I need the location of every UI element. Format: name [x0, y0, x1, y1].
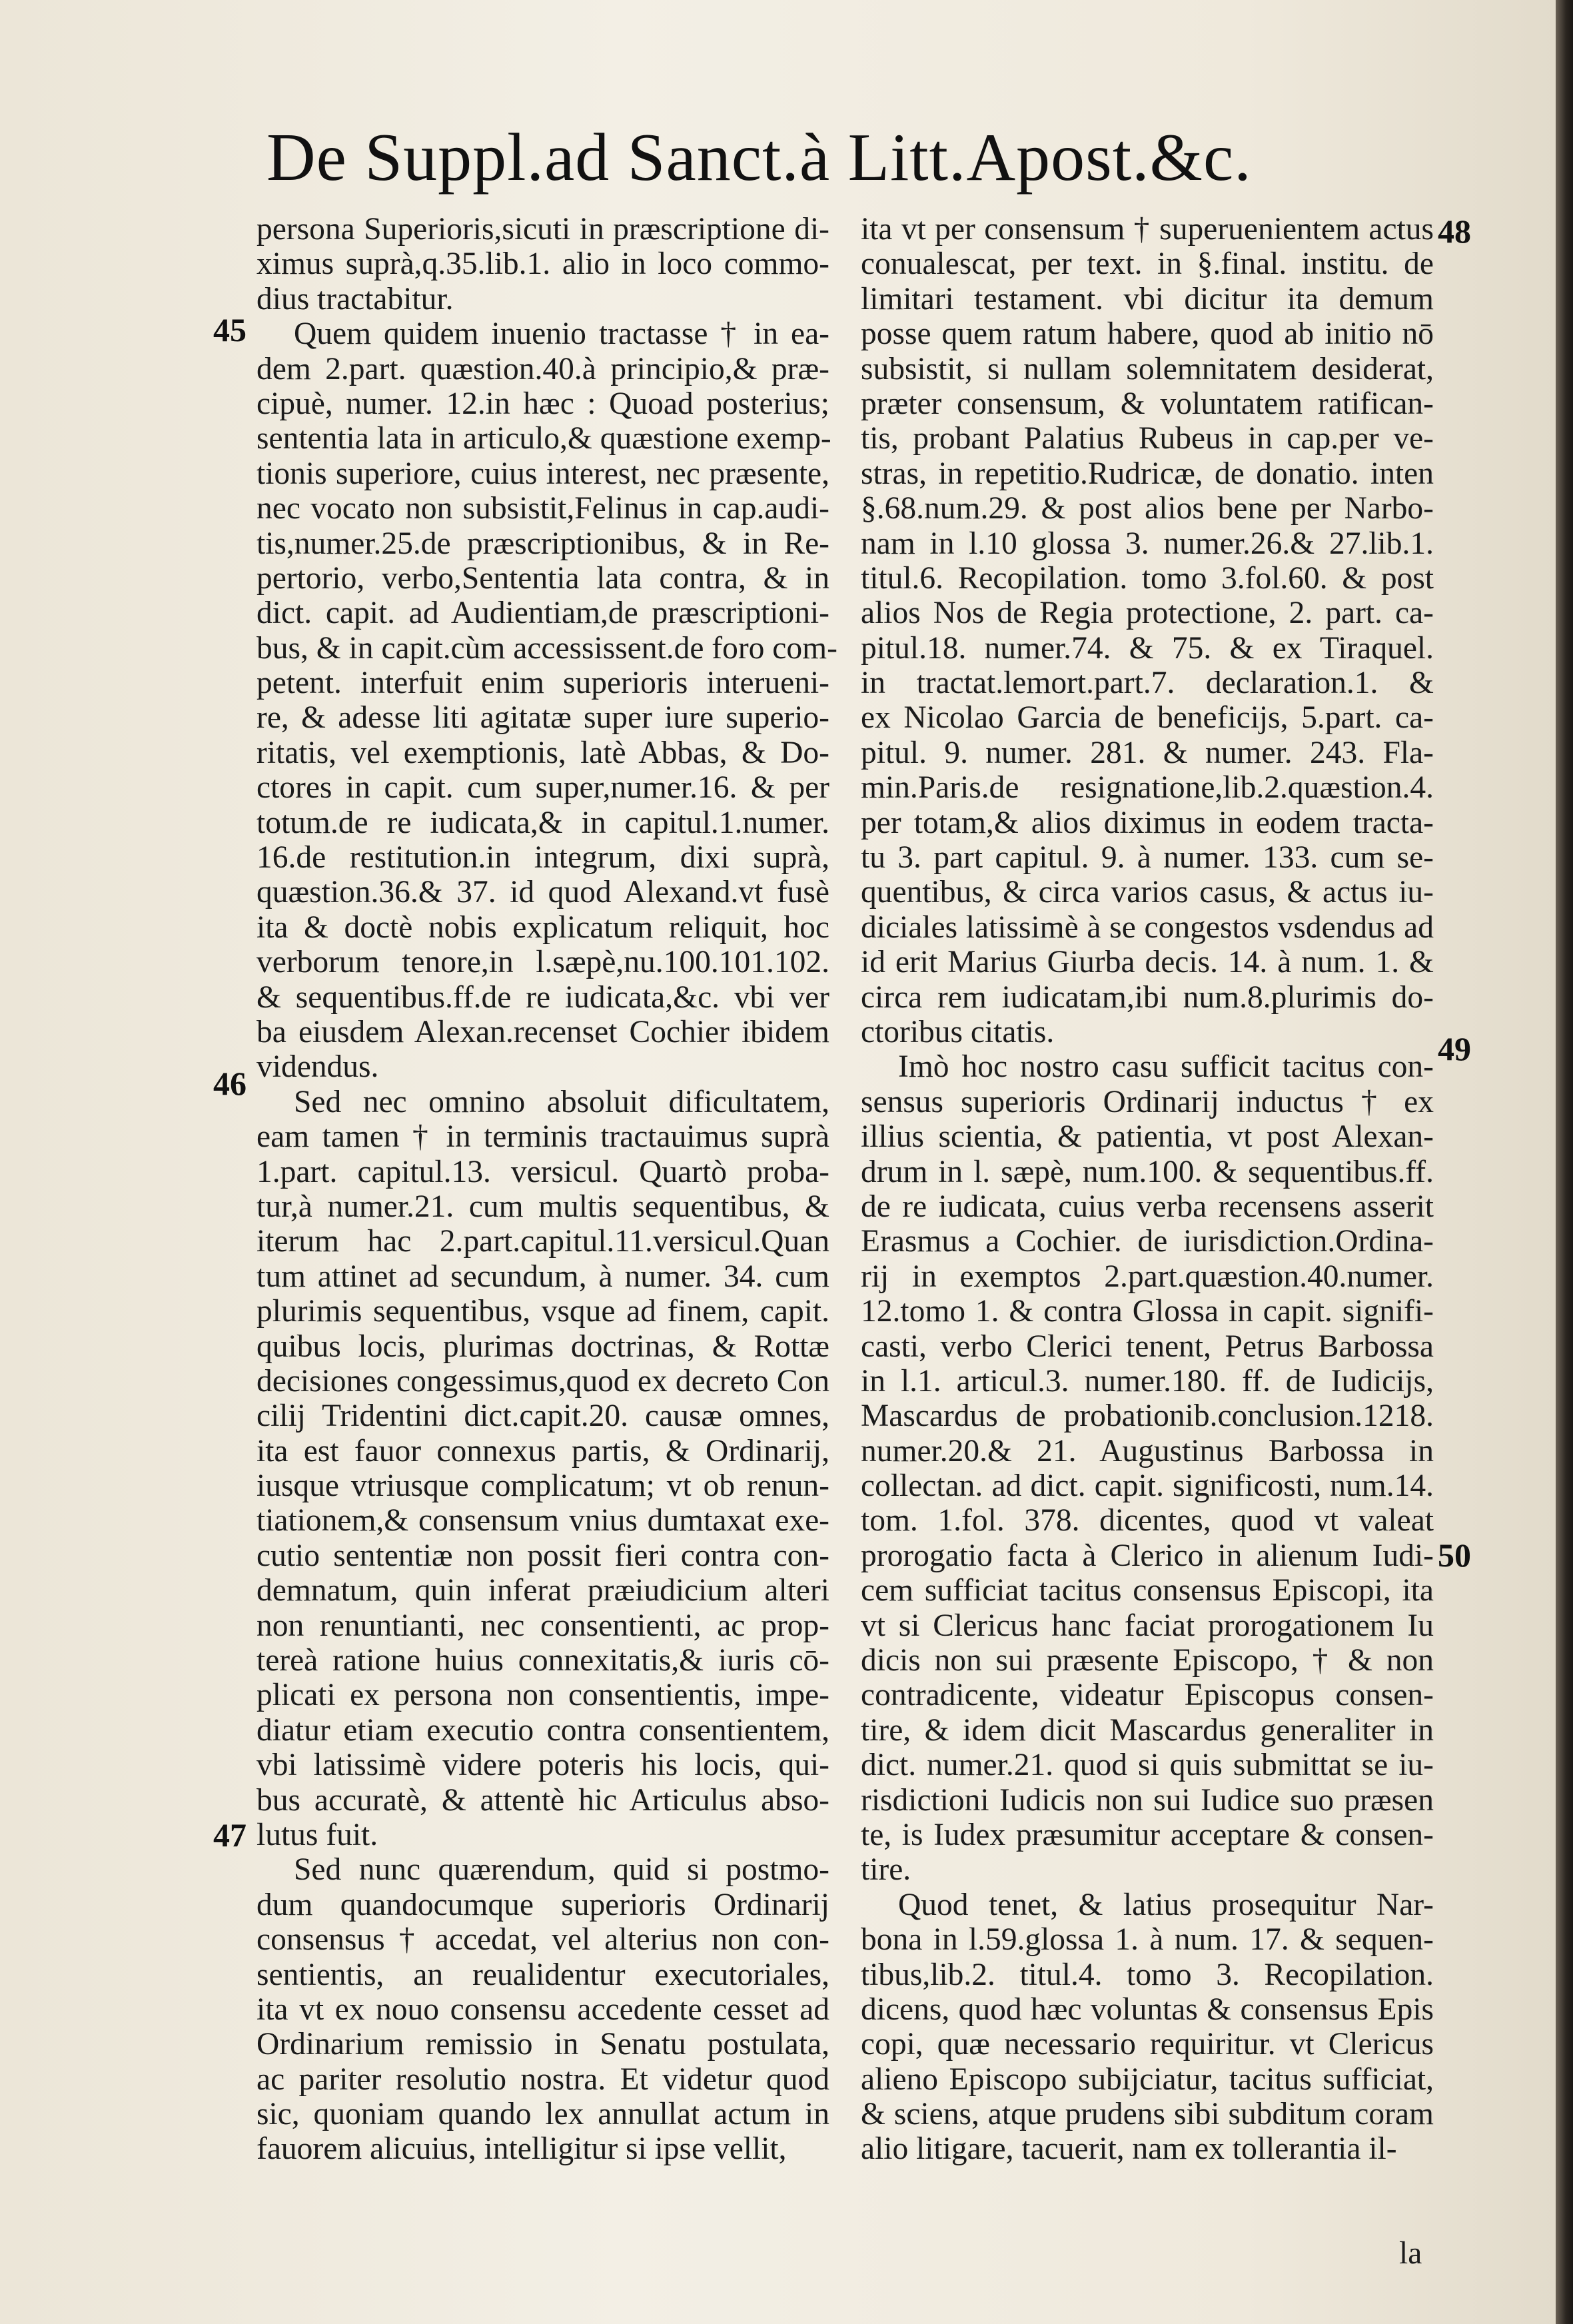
text-line: Sed nunc quærendum, quid si postmo- [294, 1852, 829, 1888]
text-line: tis, probant Palatius Rubeus in cap.per ve- [861, 421, 1434, 456]
text-line: 12.tomo 1. & contra Glossa in capit. signifi- [861, 1294, 1434, 1329]
text-line: sensus superioris Ordinarij inductus † ex [861, 1084, 1434, 1119]
text-line: ritatis, vel exemptionis, latè Abbas, & Do- [257, 735, 829, 770]
running-head: De Suppl.ad Sanct.à Litt.Apost.&c. [266, 120, 1252, 195]
text-line: & sciens, atque prudens sibi subditum coram [861, 2097, 1434, 2132]
text-line: petent. interfuit enim superioris interueni- [257, 666, 829, 701]
text-line: tire. [861, 1852, 911, 1888]
marginal-number-46: 46 [213, 1065, 247, 1102]
text-line: in l.1. articul.3. numer.180. ff. de Iudicijs, [861, 1363, 1434, 1399]
text-line: quæstion.36.& 37. id quod Alexand.vt fusè [257, 875, 829, 910]
text-line: præter consensum, & voluntatem ratifican- [861, 386, 1434, 421]
marginal-number-49: 49 [1438, 1030, 1471, 1067]
text-line: alios Nos de Regia protectione, 2. part. ca- [861, 596, 1434, 631]
text-line: per totam,& alios diximus in eodem tracta- [861, 805, 1434, 840]
text-line: copi, quæ necessario requiritur. vt Clericus [861, 2027, 1434, 2062]
marginal-number-48: 48 [1438, 213, 1471, 250]
text-line: dum quandocumque superioris Ordinarij [257, 1887, 829, 1922]
text-line: 16.de restitution.in integrum, dixi suprà, [257, 840, 829, 875]
text-line: ctores in capit. cum super,numer.16. & per [257, 770, 829, 806]
text-line: bus, & in capit.cùm accessissent.de foro com- [257, 630, 837, 666]
text-line: alio litigare, tacuerit, nam ex tollerantia il- [861, 2131, 1397, 2167]
text-line: vbi latissimè videre poteris his locis, qui- [257, 1748, 829, 1783]
text-line: iterum hac 2.part.capitul.11.versicul.Quan [257, 1224, 829, 1259]
text-line: collectan. ad dict. capit. significosti, num.14. [861, 1468, 1434, 1504]
text-line: posse quem ratum habere, quod ab initio nō [861, 316, 1434, 352]
text-line: casti, verbo Clerici tenent, Petrus Barbossa [861, 1329, 1434, 1364]
text-line: pitul.18. numer.74. & 75. & ex Tiraquel. [861, 630, 1434, 666]
text-line: pitul. 9. numer. 281. & numer. 243. Fla- [861, 735, 1434, 770]
text-line: Mascardus de probationib.conclusion.1218. [861, 1399, 1434, 1434]
text-line: diatur etiam executio contra consentientem, [257, 1712, 829, 1748]
text-line: ita est fauor connexus partis, & Ordinarij, [257, 1433, 829, 1468]
catchword: la [1399, 2236, 1422, 2271]
text-line: risdictioni Iudicis non sui Iudice suo præsen [861, 1782, 1434, 1818]
text-line: dicis non sui præsente Episcopo, † & non [861, 1643, 1434, 1678]
text-line: id erit Marius Giurba decis. 14. à num. 1. & [861, 945, 1434, 980]
right-column [861, 212, 1434, 2167]
text-line: te, is Iudex præsumitur acceptare & consen- [861, 1817, 1434, 1852]
text-line: re, & adesse liti agitatæ super iure superio- [257, 700, 829, 736]
text-line: dius tractabitur. [257, 281, 454, 316]
text-line: Ordinarium remissio in Senatu postulata, [257, 2027, 829, 2062]
text-line: & sequentibus.ff.de re iudicata,&c. vbi ver [257, 979, 829, 1015]
text-line: tom. 1.fol. 378. dicentes, quod vt valeat [861, 1503, 1434, 1538]
marginal-number-47: 47 [213, 1816, 247, 1854]
text-line: ximus suprà,q.35.lib.1. alio in loco commo- [257, 247, 829, 282]
text-line: subsistit, si nullam solemnitatem desiderat, [861, 351, 1434, 386]
text-line: tereà ratione huius connexitatis,& iuris cō- [257, 1643, 829, 1678]
text-line: Quem quidem inuenio tractasse † in ea- [294, 316, 829, 352]
text-line: eam tamen † in terminis tractauimus suprà [257, 1119, 829, 1155]
text-line: sententia lata in articulo,& quæstione exemp- [257, 421, 831, 456]
text-line: quentibus, & circa varios casus, & actus iu- [861, 875, 1434, 910]
text-line: totum.de re iudicata,& in capitul.1.numer. [257, 805, 829, 840]
text-line: cipuè, numer. 12.in hæc : Quoad posterius; [257, 386, 829, 421]
text-line: 1.part. capitul.13. versicul. Quartò proba- [257, 1154, 829, 1189]
text-line: alieno Episcopo subijciatur, tacitus sufficiat, [861, 2061, 1434, 2097]
text-line: numer.20.& 21. Augustinus Barbossa in [861, 1433, 1434, 1468]
text-line: ex Nicolao Garcia de beneficijs, 5.part. ca- [861, 700, 1434, 736]
text-line: bus accuratè, & attentè hic Articulus abso- [257, 1782, 829, 1818]
text-line: ita vt ex nouo consensu accedente cesset ad [257, 1992, 829, 2027]
text-line: verborum tenore,in l.sæpè,nu.100.101.102. [257, 945, 829, 980]
text-line: tiationem,& consensum vnius dumtaxat exe- [257, 1503, 829, 1538]
text-line: cem sufficiat tacitus consensus Episcopi, ita [861, 1573, 1434, 1608]
text-line: nec vocato non subsistit,Felinus in cap.audi- [257, 491, 829, 526]
text-line: vt si Clericus hanc faciat prorogationem Iu [861, 1608, 1434, 1643]
text-line: titul.6. Recopilation. tomo 3.fol.60. & post [861, 560, 1434, 596]
text-line: nam in l.10 glossa 3. numer.26.& 27.lib.1. [861, 526, 1434, 561]
text-line: ita vt per consensum † superuenientem actus [861, 212, 1434, 247]
text-line: sic, quoniam quando lex annullat actum in [257, 2097, 829, 2132]
text-line: Sed nec omnino absoluit dificultatem, [294, 1084, 829, 1119]
text-line: tu 3. part capitul. 9. à numer. 133. cum se- [861, 840, 1434, 875]
text-line: plicati ex persona non consentientis, impe- [257, 1678, 829, 1713]
text-line: de re iudicata, cuius verba recensens asserit [861, 1189, 1434, 1224]
text-line: lutus fuit. [257, 1817, 378, 1852]
text-line: dem 2.part. quæstion.40.à principio,& præ- [257, 351, 829, 386]
text-line: videndus. [257, 1049, 379, 1085]
text-line: tire, & idem dicit Mascardus generaliter in [861, 1712, 1434, 1748]
text-line: cilij Tridentini dict.capit.20. causæ omnes, [257, 1399, 829, 1434]
text-line: sentientis, an reualidentur executoriales, [257, 1957, 829, 1992]
text-line: diciales latissimè à se congestos vsdendus ad [861, 909, 1434, 945]
text-line: bona in l.59.glossa 1. à num. 17. & sequen- [861, 1922, 1434, 1958]
text-line: consensus † accedat, vel alterius non con- [257, 1922, 829, 1958]
text-line: conualescat, per text. in §.final. institu. de [861, 247, 1434, 282]
text-line: quibus locis, plurimas doctrinas, & Rottæ [257, 1329, 829, 1364]
marginal-number-50: 50 [1438, 1536, 1471, 1574]
text-line: limitari testament. vbi dicitur ita demum [861, 281, 1434, 316]
text-line: fauorem alicuius, intelligitur si ipse vellit, [257, 2131, 787, 2167]
text-line: decisiones congessimus,quod ex decreto Con [257, 1363, 829, 1399]
text-line: prorogatio facta à Clerico in alienum Iudi- [861, 1538, 1434, 1573]
text-line: persona Superioris,sicuti in præscriptione di- [257, 212, 829, 247]
text-line: ita & doctè nobis explicatum reliquit, hoc [257, 909, 829, 945]
text-line: demnatum, quin inferat præiudicium alteri [257, 1573, 829, 1608]
text-line: tis,numer.25.de præscriptionibus, & in Re- [257, 526, 829, 561]
left-column [257, 212, 837, 2167]
text-line: Quod tenet, & latius prosequitur Nar- [898, 1887, 1434, 1922]
text-line: §.68.num.29. & post alios bene per Narbo- [861, 491, 1434, 526]
text-line: ctoribus citatis. [861, 1014, 1055, 1049]
text-line: tum attinet ad secundum, à numer. 34. cum [257, 1259, 829, 1294]
text-line: plurimis sequentibus, vsque ad finem, capit. [257, 1294, 829, 1329]
text-line: drum in l. sæpè, num.100. & sequentibus.ff. [861, 1154, 1434, 1189]
text-line: Imò hoc nostro casu sufficit tacitus con- [898, 1049, 1434, 1085]
text-line: non renuntianti, nec consentienti, ac prop- [257, 1608, 829, 1643]
text-line: stras, in repetitio.Rudricæ, de donatio. inten [861, 456, 1434, 491]
text-line: tibus,lib.2. titul.4. tomo 3. Recopilation. [861, 1957, 1434, 1992]
book-spine [1556, 0, 1573, 2324]
text-line: min.Paris.de resignatione,lib.2.quæstion.4. [861, 770, 1434, 806]
text-line: circa rem iudicatam,ibi num.8.plurimis do- [861, 979, 1434, 1015]
text-line: rij in exemptos 2.part.quæstion.40.numer. [861, 1259, 1434, 1294]
text-line: cutio sententiæ non possit fieri contra con- [257, 1538, 829, 1573]
text-line: tur,à numer.21. cum multis sequentibus, & [257, 1189, 829, 1224]
text-line: contradicente, videatur Episcopus consen- [861, 1678, 1434, 1713]
text-line: illius scientia, & patientia, vt post Alexan- [861, 1119, 1434, 1155]
text-line: iusque vtriusque complicatum; vt ob renun- [257, 1468, 829, 1504]
text-line: ba eiusdem Alexan.recenset Cochier ibidem [257, 1014, 829, 1049]
text-line: Erasmus a Cochier. de iurisdiction.Ordina- [861, 1224, 1434, 1259]
text-line: dict. numer.21. quod si quis submittat se iu- [861, 1748, 1434, 1783]
text-line: ac pariter resolutio nostra. Et videtur quod [257, 2061, 829, 2097]
text-line: pertorio, verbo,Sententia lata contra, & in [257, 560, 829, 596]
text-line: tionis superiore, cuius interest, nec præsente, [257, 456, 829, 491]
text-line: in tractat.lemort.part.7. declaration.1. & [861, 666, 1434, 701]
text-line: dict. capit. ad Audientiam,de præscriptioni- [257, 596, 829, 631]
text-line: dicens, quod hæc voluntas & consensus Epis [861, 1992, 1434, 2027]
marginal-number-45: 45 [213, 311, 247, 348]
